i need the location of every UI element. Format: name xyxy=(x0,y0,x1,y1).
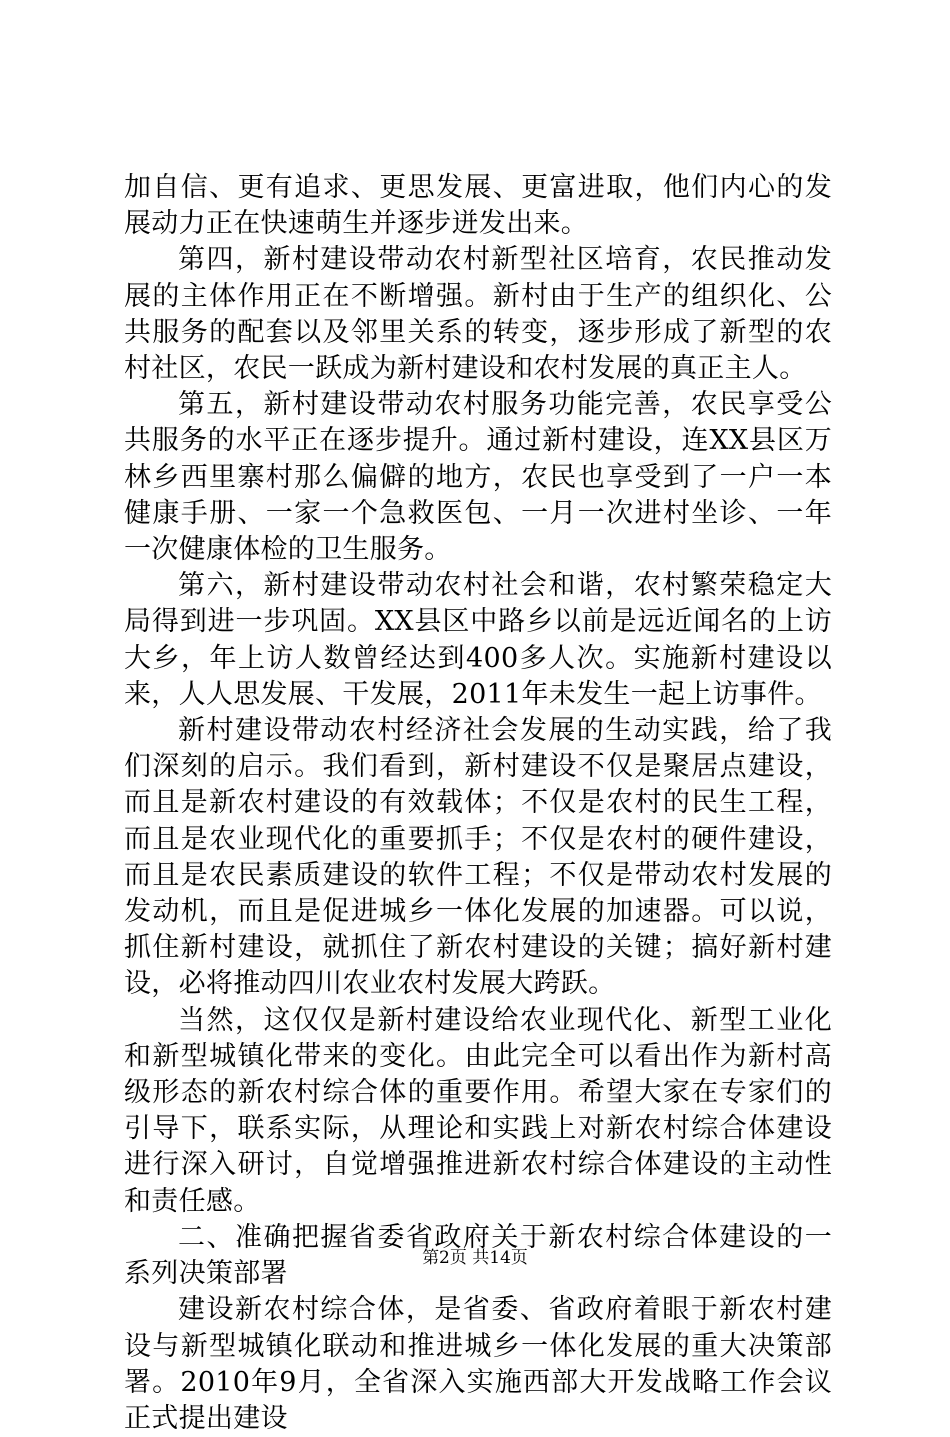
paragraph-1: 加自信、更有追求、更思发展、更富进取，他们内心的发展动力正在快速萌生并逐步迸发出来。 xyxy=(124,172,832,240)
paragraph-6: 当然，这仅仅是新村建设给农业现代化、新型工业化和新型城镇化带来的变化。由此完全可以看出作为新村高级形态的新农村综合体的重要作用。希望大家在专家们的引导下，联系实际，从理论和实践上对新农村综合体建设进行深入研讨，自觉增强推进新农村综合体建设的主动性和责任感。 xyxy=(124,1004,832,1217)
paragraph-7: 建设新农村综合体，是省委、省政府着眼于新农村建设与新型城镇化联动和推进城乡一体化发展的重大决策部署。2010年9月，全省深入实施西部大开发战略工作会议正式提出建设 xyxy=(124,1294,832,1434)
paragraph-5: 新村建设带动农村经济社会发展的生动实践，给了我们深刻的启示。我们看到，新村建设不仅是聚居点建设，而且是新农村建设的有效载体；不仅是农村的民生工程，而且是农业现代化的重要抓手；不仅是农村的硬件建设，而且是农民素质建设的软件工程；不仅是带动农村发展的发动机，而且是促进城乡一体化发展的加速器。可以说，抓住新村建设，就抓住了新农村建设的关键；搞好新村建设，必将推动四川农业农村发展大跨跃。 xyxy=(124,715,832,1000)
paragraph-4: 第六，新村建设带动农村社会和谐，农村繁荣稳定大局得到进一步巩固。XX县区中路乡以前是远近闻名的上访大乡，年上访人数曾经达到400多人次。实施新村建设以来，人人思发展、干发展，2011年未发生一起上访事件。 xyxy=(124,570,832,710)
section-heading: 二、准确把握省委省政府关于新农村综合体建设的一系列决策部署 xyxy=(124,1221,832,1290)
paragraph-3: 第五，新村建设带动农村服务功能完善，农民享受公共服务的水平正在逐步提升。通过新村建设，连XX县区万林乡西里寨村那么偏僻的地方，农民也享受到了一户一本健康手册、一家一个急救医包、一月一次进村坐诊、一年一次健康体检的卫生服务。 xyxy=(124,389,832,566)
page-footer: 第2页 共14页 xyxy=(422,1248,528,1268)
paragraph-2: 第四，新村建设带动农村新型社区培育，农民推动发展的主体作用正在不断增强。新村由于生产的组织化、公共服务的配套以及邻里关系的转变，逐步形成了新型的农村社区，农民一跃成为新村建设和农村发展的真正主人。 xyxy=(124,244,832,385)
